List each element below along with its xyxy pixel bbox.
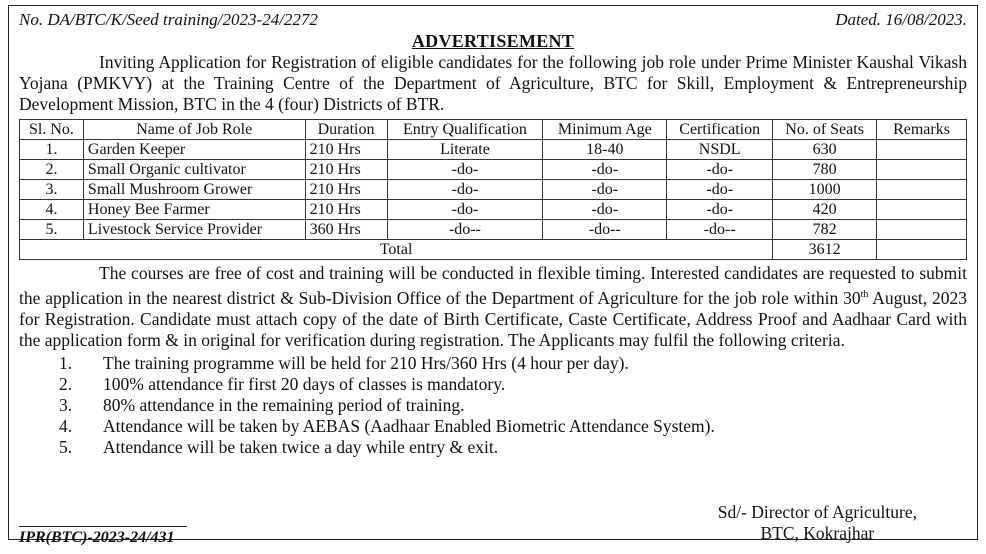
list-item-text: 100% attendance fir first 20 days of classes is mandatory. xyxy=(103,373,506,394)
cell-certification: NSDL xyxy=(667,140,773,160)
list-item-text: The training programme will be held for 210 Hrs/360 Hrs (4 hour per day). xyxy=(103,352,629,373)
list-item-number: 5. xyxy=(59,436,73,457)
cell-sl-no: 3. xyxy=(20,180,84,200)
list-item-number: 2. xyxy=(59,373,73,394)
header-minimum-age: Minimum Age xyxy=(543,120,667,140)
cell-minimum-age: -do- xyxy=(543,200,667,220)
cell-remarks xyxy=(877,200,967,220)
cell-duration: 210 Hrs xyxy=(305,200,387,220)
cell-certification: -do- xyxy=(667,160,773,180)
list-item-number: 4. xyxy=(59,415,73,436)
cell-job-role: Garden Keeper xyxy=(83,140,305,160)
cell-minimum-age: -do- xyxy=(543,180,667,200)
cell-entry-qualification: -do-- xyxy=(387,220,543,240)
header-duration: Duration xyxy=(305,120,387,140)
total-seats: 3612 xyxy=(773,240,877,260)
cell-duration: 210 Hrs xyxy=(305,160,387,180)
cell-sl-no: 4. xyxy=(20,200,84,220)
intro-paragraph: Inviting Application for Registration of eligible candidates for the following job role under Prime Minister Kaushal Vikash Yojana (PMKVY) at the Training Centre of the Department of Agriculture, BTC for Skill, Employment & Entrepreneurship Development Mission, BTC in the 4 (four) Districts of BTR. xyxy=(19,52,967,114)
table-row xyxy=(20,200,967,220)
instructions-text-part2: August, 2023 for Registration. Candidate must attach copy of the date of Birth Certificate, Caste Certificate, Address Proof and Aadhaar Card with the application form & in original for verification during registration. The Applicants may fulfil the following criteria. xyxy=(19,287,967,350)
header-certification: Certification xyxy=(667,120,773,140)
reference-number: No. DA/BTC/K/Seed training/2023-24/2272 xyxy=(19,10,318,29)
cell-seats: 630 xyxy=(773,140,877,160)
header-no-of-seats: No. of Seats xyxy=(773,120,877,140)
date: Dated. 16/08/2023. xyxy=(835,10,967,29)
list-item xyxy=(19,374,967,395)
cell-minimum-age: 18-40 xyxy=(543,140,667,160)
cell-seats: 1000 xyxy=(773,180,877,200)
list-item xyxy=(19,395,967,416)
list-item-number: 3. xyxy=(59,394,73,415)
table-row xyxy=(20,160,967,180)
list-item-text: Attendance will be taken by AEBAS (Aadhaar Enabled Biometric Attendance System). xyxy=(103,415,715,436)
list-item-number: 1. xyxy=(59,352,73,373)
cell-entry-qualification: -do- xyxy=(387,180,543,200)
ordinal-suffix: th xyxy=(860,289,869,300)
cell-entry-qualification: -do- xyxy=(387,160,543,180)
header-entry-qualification: Entry Qualification xyxy=(387,120,543,140)
cell-job-role: Honey Bee Farmer xyxy=(83,200,305,220)
cell-certification: -do- xyxy=(667,180,773,200)
header-sl-no: Sl. No. xyxy=(20,120,84,140)
table-total-row xyxy=(20,240,967,260)
list-item xyxy=(19,416,967,437)
cell-certification: -do-- xyxy=(667,220,773,240)
list-item xyxy=(19,437,967,458)
cell-job-role: Livestock Service Provider xyxy=(83,220,305,240)
instructions-text-part1: The courses are free of cost and training will be conducted in flexible timing. Interested candidates are requested to submit the application in the nearest district & Sub-Division Office of the Department of Agriculture for the job role within 30 xyxy=(19,263,967,308)
cell-sl-no: 1. xyxy=(20,140,84,160)
cell-duration: 210 Hrs xyxy=(305,140,387,160)
instructions-paragraph xyxy=(19,263,967,351)
header-line xyxy=(19,10,967,30)
cell-job-role: Small Mushroom Grower xyxy=(83,180,305,200)
table-header-row xyxy=(20,120,967,140)
cell-remarks xyxy=(877,220,967,240)
cell-seats: 420 xyxy=(773,200,877,220)
cell-certification: -do- xyxy=(667,200,773,220)
advertisement-notice xyxy=(8,5,978,546)
job-roles-table xyxy=(19,119,967,260)
table-row xyxy=(20,180,967,200)
cell-seats: 782 xyxy=(773,220,877,240)
table-row xyxy=(20,220,967,240)
cell-entry-qualification: -do- xyxy=(387,200,543,220)
cell-sl-no: 5. xyxy=(20,220,84,240)
table-row xyxy=(20,140,967,160)
cell-job-role: Small Organic cultivator xyxy=(83,160,305,180)
cell-remarks xyxy=(877,140,967,160)
cell-minimum-age: -do-- xyxy=(543,220,667,240)
signature-line-2: BTC, Kokrajhar xyxy=(760,523,875,543)
cell-duration: 210 Hrs xyxy=(305,180,387,200)
ipr-number: IPR(BTC)-2023-24/431 xyxy=(19,526,187,547)
cell-sl-no: 2. xyxy=(20,160,84,180)
signature-block xyxy=(718,502,917,544)
cell-entry-qualification: Literate xyxy=(387,140,543,160)
list-item xyxy=(19,353,967,374)
header-remarks: Remarks xyxy=(877,120,967,140)
cell-minimum-age: -do- xyxy=(543,160,667,180)
cell-remarks xyxy=(877,180,967,200)
signature-line-1: Sd/- Director of Agriculture, xyxy=(717,502,917,522)
cell-remarks xyxy=(877,160,967,180)
list-item-text: 80% attendance in the remaining period of training. xyxy=(103,394,465,415)
page-title: ADVERTISEMENT xyxy=(411,31,575,51)
cell-duration: 360 Hrs xyxy=(305,220,387,240)
list-item-text: Attendance will be taken twice a day while entry & exit. xyxy=(103,436,499,457)
cell-seats: 780 xyxy=(773,160,877,180)
criteria-list xyxy=(19,353,967,458)
header-job-role: Name of Job Role xyxy=(83,120,305,140)
total-label: Total xyxy=(20,240,773,260)
total-remarks xyxy=(877,240,967,260)
